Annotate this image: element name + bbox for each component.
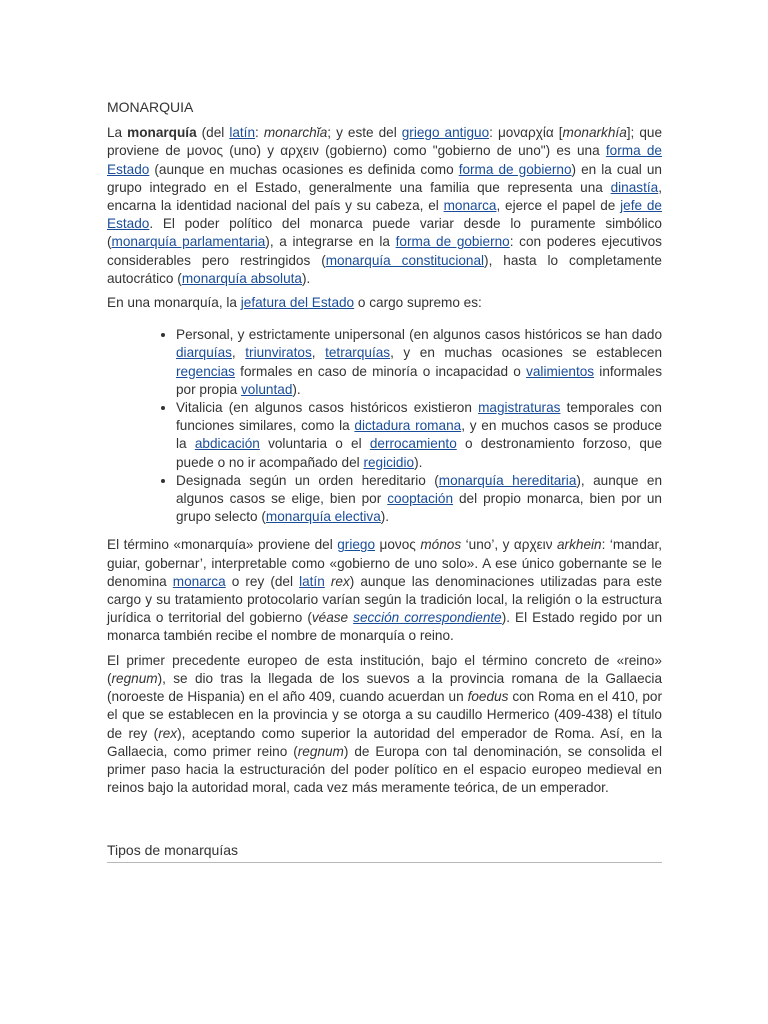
text-run: véase	[311, 610, 349, 626]
list-item	[176, 472, 662, 527]
inline-link[interactable]: diarquías	[176, 345, 232, 361]
history-paragraph	[107, 652, 662, 798]
page-title: MONARQUIA	[107, 99, 194, 115]
text-run: ).	[292, 381, 301, 397]
inline-link[interactable]: regicidio	[363, 454, 415, 470]
text-run: La	[107, 125, 128, 141]
text-run: rex	[330, 573, 350, 589]
text-run: ), se dio tras la llegada de los suevos a la provincia romana de la Gallaecia (noroeste de Hispania) en el año 409, cuando acuerdan un	[107, 670, 662, 705]
text-run: Vitalicia (en algunos casos históricos existieron	[176, 400, 479, 416]
head-of-state-paragraph	[107, 294, 662, 312]
inline-link[interactable]: cooptación	[387, 491, 454, 507]
text-run: El término «monarquía» proviene del	[107, 537, 338, 553]
text-run: con Roma en el 410, por el que se establecen en la provincia y se otorga a su caudillo Hermerico (409-438) el título de rey (	[107, 689, 662, 741]
text-run: regnum	[111, 670, 158, 686]
text-run: ) en la cual un grupo integrado en el Estado, generalmente una familia que representa una	[107, 161, 662, 195]
text-run: : μοναρχία [	[489, 125, 563, 141]
text-run: foedus	[467, 689, 509, 705]
inline-link[interactable]: monarquía constitucional	[325, 252, 485, 268]
inline-link[interactable]: latín	[229, 125, 256, 141]
inline-link[interactable]: monarca	[172, 573, 226, 589]
inline-link[interactable]: regencias	[176, 363, 235, 379]
text-run: ). El Estado regido por un monarca también recibe el nombre de monarquía o reino.	[107, 610, 663, 644]
inline-link[interactable]: monarquía absoluta	[181, 270, 302, 286]
text-run: informales por propia	[176, 363, 663, 397]
inline-link[interactable]: triunviratos	[245, 345, 312, 361]
inline-link[interactable]: valimientos	[526, 363, 595, 379]
text-run: (del	[196, 125, 230, 141]
text-run: Designada según un orden hereditario (	[176, 472, 439, 488]
inline-link[interactable]: voluntad	[241, 381, 293, 397]
characteristics-list	[107, 326, 662, 526]
inline-link[interactable]: derrocamiento	[369, 436, 457, 452]
text-run: ‘uno’, y αρχειν	[461, 537, 557, 553]
text-run: ,	[311, 345, 326, 361]
text-run: ), a integrarse en la	[265, 234, 396, 250]
text-run: ), hasta lo completamente autocrático (	[107, 252, 662, 286]
inline-link[interactable]: forma de Estado	[107, 143, 662, 177]
text-run: monarquía	[127, 125, 197, 141]
inline-link[interactable]: abdicación	[194, 436, 260, 452]
text-run: o rey (del	[225, 573, 300, 589]
text-run: ).	[301, 270, 311, 286]
inline-link[interactable]: latín	[299, 573, 325, 589]
text-run: ) de Europa con tal denominación, se consolida el primer paso hacia la estructuración del poder político en el espacio europeo medieval en reinos bajo la autoridad moral, cada vez más meramente teórica, de un emperador.	[107, 743, 662, 796]
text-run: : ‘mandar, guiar, gobernar’, interpretable como «gobierno de uno solo». A ese único gobernante se le denomina	[107, 537, 662, 589]
inline-link[interactable]: jefe de Estado	[107, 198, 662, 232]
text-run: monarkhía	[562, 125, 627, 141]
text-run: En una monarquía, la	[107, 295, 241, 311]
text-run: regnum	[297, 743, 344, 759]
inline-link[interactable]: monarca	[443, 198, 497, 214]
inline-link[interactable]: monarquía electiva	[265, 509, 381, 525]
text-run: , ejerce el papel de	[496, 198, 621, 214]
list-item	[176, 326, 662, 399]
text-run: Personal, y estrictamente unipersonal (en algunos casos históricos se han dado	[176, 327, 662, 343]
text-run: rex	[158, 725, 178, 741]
text-run: ]; que proviene de μονος (uno) y αρχειν (gobierno) como "gobierno de uno") es una	[107, 125, 663, 159]
text-run: ), aceptando como superior la autoridad del emperador de Roma. Así, en la Gallaecia, como primer reino (	[107, 725, 662, 759]
inline-link[interactable]: dictadura romana	[354, 418, 462, 434]
text-run: monarchĭa	[263, 125, 328, 141]
text-run: μονος	[375, 537, 421, 553]
inline-link[interactable]: griego antiguo	[401, 125, 490, 141]
inline-link[interactable]: tetrarquías	[325, 345, 391, 361]
inline-link[interactable]: dinastía	[610, 179, 659, 195]
inline-link[interactable]: griego	[337, 537, 376, 553]
text-run: :	[255, 125, 264, 141]
list-item	[176, 399, 662, 472]
inline-link[interactable]: forma de gobierno	[395, 234, 510, 250]
text-run: ).	[380, 509, 390, 525]
text-run: . El poder político del monarca puede variar desde lo puramente simbólico (	[107, 216, 662, 250]
inline-link[interactable]: jefatura del Estado	[240, 295, 355, 311]
inline-link[interactable]: forma de gobierno	[458, 161, 572, 177]
text-run: ) aunque las denominaciones utilizadas para este cargo y su tratamiento protocolario varían según la tradición local, la religión o la estructura jurídica o territorial del gobierno (	[107, 573, 663, 626]
etymology-paragraph	[107, 536, 662, 645]
inline-link[interactable]: sección correspondiente	[353, 610, 502, 626]
inline-link[interactable]: monarquía hereditaria	[438, 472, 577, 488]
text-run: ; y este del	[327, 125, 402, 141]
text-run: (aunque en muchas ocasiones es definida como	[149, 161, 459, 177]
text-run: El primer precedente europeo de esta institución, bajo el término concreto de «reino» (	[107, 652, 662, 686]
text-run: mónos	[420, 537, 462, 553]
text-run: arkhein	[557, 537, 602, 553]
text-run: formales en caso de minoría o incapacidad o	[234, 363, 527, 379]
text-run: ), aunque en algunos casos se elige, bien por	[176, 472, 662, 507]
section-heading: Tipos de monarquías	[107, 841, 662, 862]
text-run: temporales con funciones similares, como la	[176, 400, 662, 434]
text-run: , encarna la identidad nacional del país y su cabeza, el	[107, 179, 662, 214]
inline-link[interactable]: magistraturas	[478, 400, 561, 416]
text-run: del propio monarca, bien por un grupo selecto (	[176, 491, 662, 525]
text-run: , y en muchas ocasiones se establecen	[390, 345, 663, 361]
text-run: , y en muchos casos se produce la	[176, 418, 662, 452]
text-run: o destronamiento forzoso, que puede o no ir acompañado del	[176, 436, 663, 470]
document-page	[107, 98, 662, 863]
inline-link[interactable]: monarquía parlamentaria	[111, 234, 266, 250]
text-run: : con poderes ejecutivos considerables pero restringidos (	[107, 234, 662, 268]
text-run: o cargo supremo es:	[354, 295, 482, 311]
text-run: ).	[414, 454, 423, 470]
intro-paragraph	[107, 124, 662, 288]
text-run: ,	[231, 345, 246, 361]
text-run: voluntaria o el	[259, 436, 370, 452]
